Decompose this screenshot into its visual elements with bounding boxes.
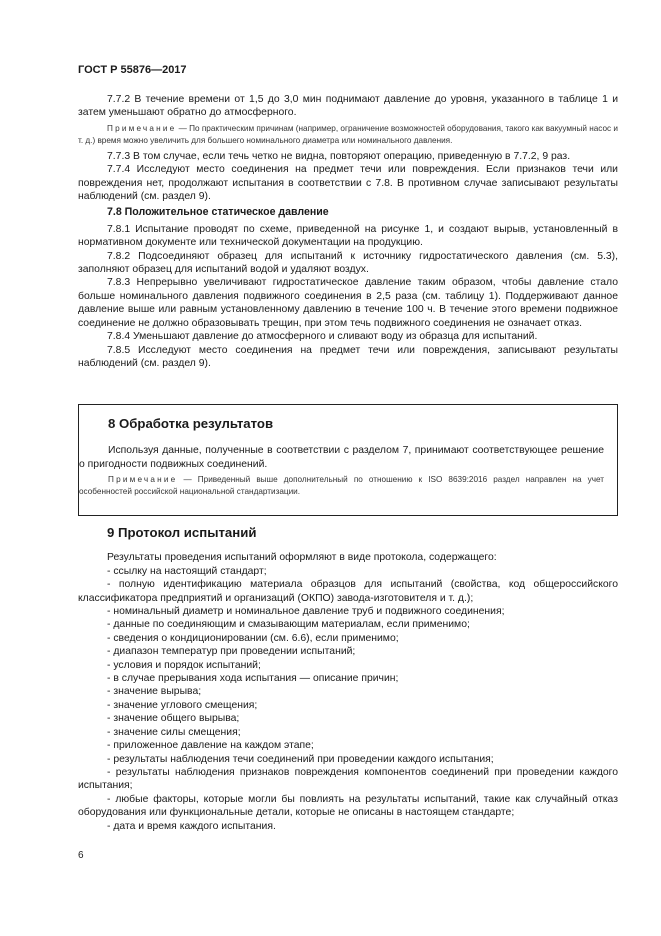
note-label: Примечание xyxy=(108,475,178,485)
clause-7-8-2: 7.8.2 Подсоединяют образец для испытаний к источнику гидростатического давления (см. 5.3), заполняют образец для испытаний водой и удаляют воздух. xyxy=(78,250,618,276)
list-item: - данные по соединяющим и смазывающим материалам, если применимо; xyxy=(107,619,470,631)
note-2 xyxy=(79,474,604,498)
note-text: — По практическим причинам (например, ограничение возможностей оборудования, такого как вакуумный насос и т. д.) время можно увеличить для большего номинального диаметра или номинального давления. xyxy=(78,123,618,145)
list-item: - значение углового смещения; xyxy=(107,699,258,711)
list-item: - приложенное давление на каждом этапе; xyxy=(107,740,314,752)
list-item: - ссылку на настоящий стандарт; xyxy=(107,565,267,577)
list-item: - результаты наблюдения течи соединений при проведении каждого испытания; xyxy=(107,753,494,765)
document-header: ГОСТ Р 55876—2017 xyxy=(78,64,187,76)
list-item: - в случае прерывания хода испытания — описание причин; xyxy=(107,673,399,685)
list-item: - значение общего вырыва; xyxy=(107,713,240,725)
list-item: - полную идентификацию материала образцов для испытаний (свойства, код общероссийского классификатора предприятий и организаций (ОКПО) завода-изготовителя и т. д.); xyxy=(78,579,618,604)
note-1 xyxy=(78,123,618,147)
heading-8: 8 Обработка результатов xyxy=(108,416,274,431)
section-8-text: Используя данные, полученные в соответствии с разделом 7, принимают соответствующее решение о пригодности подвижных соединений. xyxy=(79,445,604,470)
list-item: - номинальный диаметр и номинальное давление труб и подвижного соединения; xyxy=(107,606,505,618)
clause-7-7-3: 7.7.3 В том случае, если течь четко не видна, повторяют операцию, приведенную в 7.7.2, 9 раз. xyxy=(107,150,571,162)
clause-7-8-1: 7.8.1 Испытание проводят по схеме, приведенной на рисунке 1, и создают вырыв, установленный в нормативном документе или технической документации на продукцию. xyxy=(78,223,618,249)
page-number: 6 xyxy=(78,850,84,861)
clause-7-7-4: 7.7.4 Исследуют место соединения на предмет течи или повреждения. Если признаков течи или повреждения нет, продолжают испытания в соответствии с 7.8. В противном случае записывают результаты наблюдений (см. раздел 9). xyxy=(78,164,618,203)
list-item: - условия и порядок испытаний; xyxy=(107,659,261,671)
section-9-intro: Результаты проведения испытаний оформляют в виде протокола, содержащего: xyxy=(107,552,497,564)
section-7-continued xyxy=(78,93,618,370)
note-text: — Приведенный выше дополнительный по отношению к ISO 8639:2016 раздел направлен на учет особенностей российской национальной стандартизации. xyxy=(79,475,604,497)
list-item: - диапазон температур при проведении испытаний; xyxy=(107,646,356,658)
list-item: - результаты наблюдения признаков повреждения компонентов соединений при проведении каждого испытания; xyxy=(78,766,618,792)
clause-7-8-4: 7.8.4 Уменьшают давление до атмосферного и сливают воду из образца для испытаний. xyxy=(107,331,538,343)
heading-9: 9 Протокол испытаний xyxy=(107,525,257,540)
list-item: - любые факторы, которые могли бы повлиять на результаты испытаний, такие как случайный отказ оборудования или функциональные детали, которые не описаны в настоящем стандарте; xyxy=(78,793,618,819)
list-item: - значение силы смещения; xyxy=(107,726,241,738)
list-item: - дата и время каждого испытания. xyxy=(107,820,276,832)
clause-7-7-2: 7.7.2 В течение времени от 1,5 до 3,0 мин поднимают давление до уровня, указанного в таблице 1 и затем уменьшают обратно до атмосферного. xyxy=(78,94,618,119)
heading-7-8: 7.8 Положительное статическое давление xyxy=(107,206,329,219)
note-label: Примечание xyxy=(107,123,177,133)
section-9 xyxy=(78,526,618,833)
clause-7-8-5: 7.8.5 Исследуют место соединения на предмет течи или повреждения, записывают результаты наблюдений (см. раздел 9). xyxy=(78,344,618,369)
clause-7-8-3: 7.8.3 Непрерывно увеличивают гидростатическое давление таким образом, чтобы давление стало больше номинального давления подвижного соединения в 2,5 раза (см. таблицу 1). Поддерживают данное давление выше или равным установленному давлению в течение 100 ч. В течение этого времени подвижное соединение не должно образовывать трещин, при этом течь подвижного соединения не означает отказ. xyxy=(78,277,618,329)
section-8-box xyxy=(78,404,618,516)
list-item: - значение вырыва; xyxy=(107,686,202,698)
protocol-list xyxy=(78,565,618,833)
list-item: - сведения о кондиционировании (см. 6.6), если применимо; xyxy=(107,632,399,644)
